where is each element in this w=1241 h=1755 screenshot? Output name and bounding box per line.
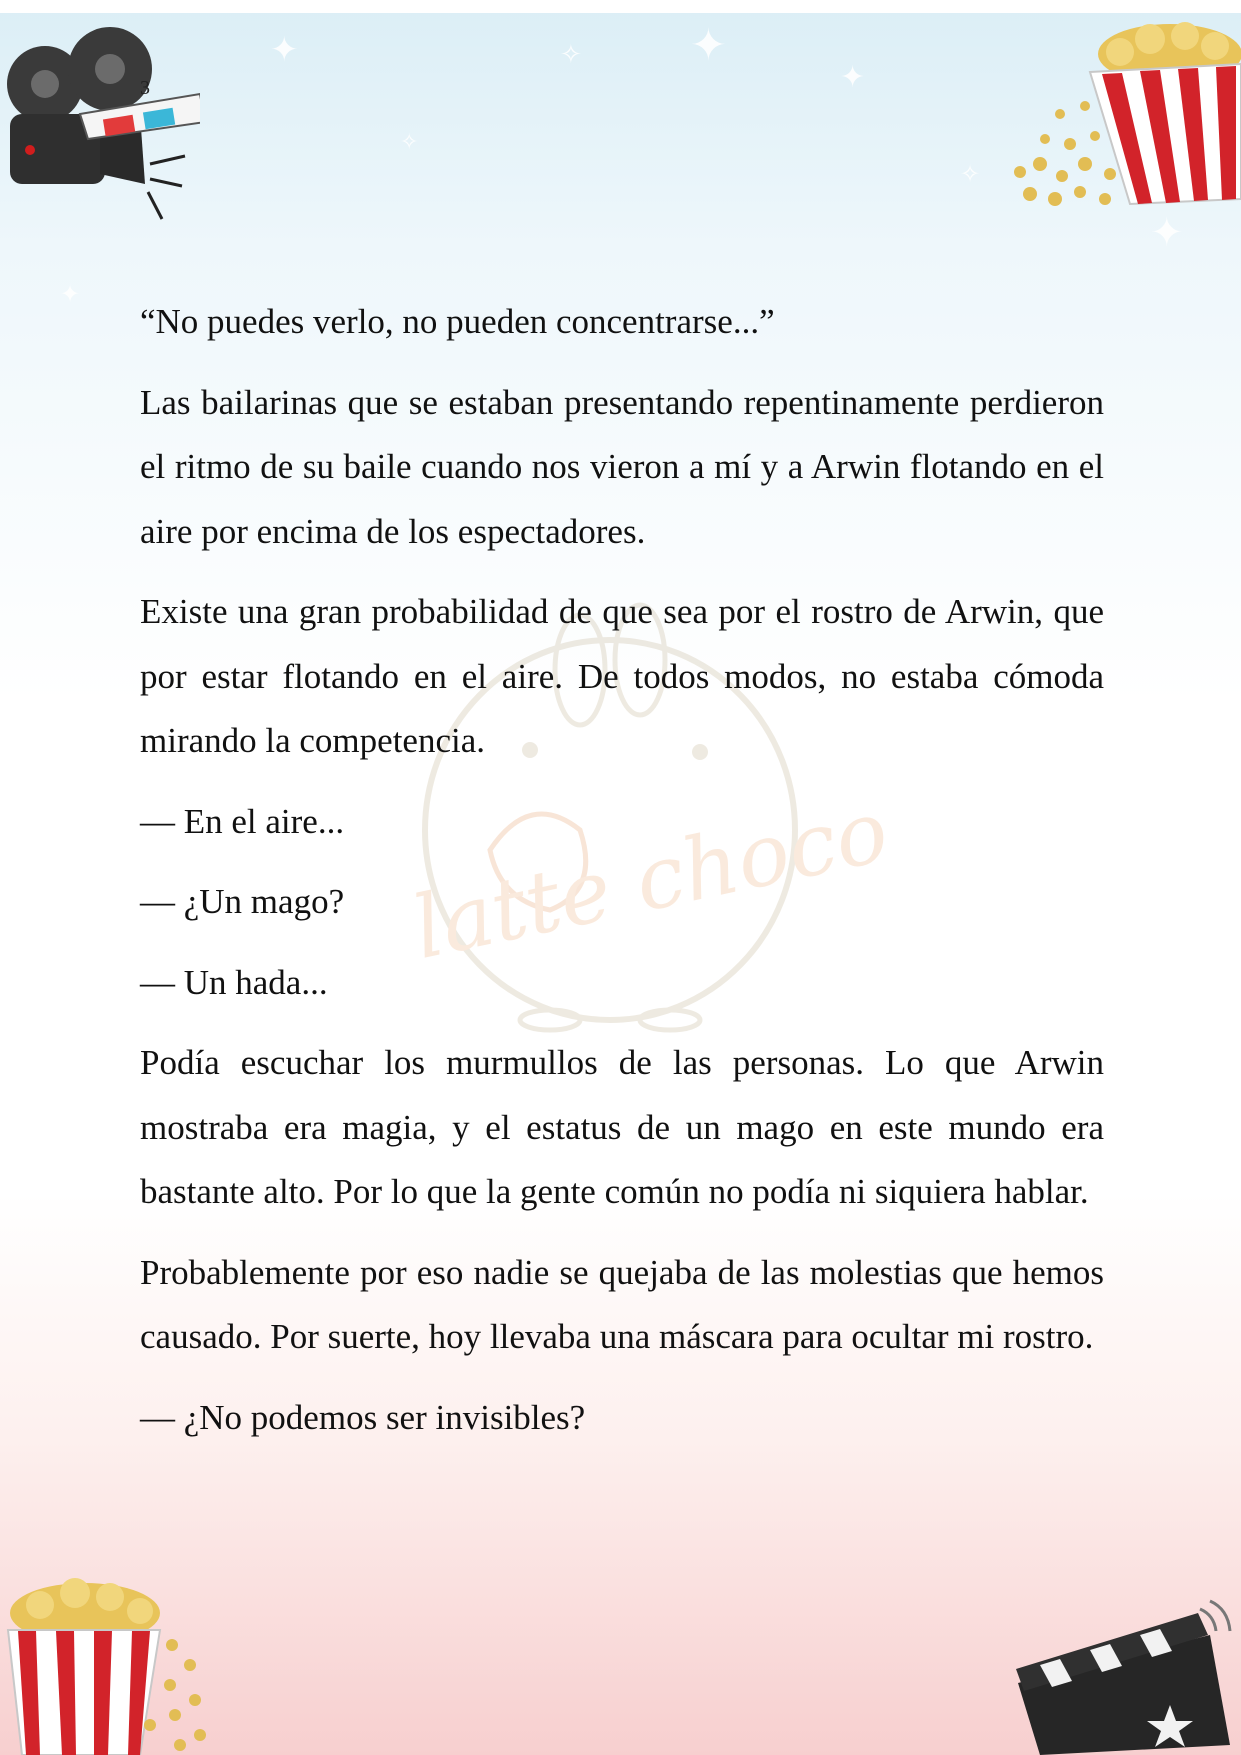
page-number: 3 <box>140 77 150 99</box>
paragraph: Las bailarinas que se estaban presentando repentinamente perdieron el ritmo de su baile cuando nos vieron a mí y a Arwin flotando en el aire por encima de los espectadores. <box>140 382 1104 551</box>
sparkle-icon: ✦ <box>270 30 299 70</box>
paragraph: Podía escuchar los murmullos de las personas. Lo que Arwin mostraba era magia, y el estatus de un mago en este mundo era bastante alto. Por lo que la gente común no podía ni siquiera hablar. <box>140 1043 1104 1211</box>
sparkle-icon: ✦ <box>60 280 81 308</box>
dialogue-line: — En el aire... <box>140 801 345 841</box>
sparkle-icon: ✦ <box>1150 210 1184 256</box>
paragraph: “No puedes verlo, no pueden concentrarse...” <box>140 302 775 341</box>
dialogue-line: — ¿No podemos ser invisibles? <box>140 1397 586 1437</box>
clapperboard-icon <box>1010 1595 1241 1755</box>
sparkle-icon: ✦ <box>690 20 727 71</box>
dialogue-line: — Un hada... <box>140 962 328 1002</box>
paragraph: Probablemente por eso nadie se quejaba de las molestias que hemos causado. Por suerte, hoy llevaba una máscara para ocultar mi rostro. <box>140 1252 1104 1356</box>
sparkle-icon: ✧ <box>960 160 981 188</box>
sparkle-icon: ✧ <box>560 40 582 70</box>
sparkle-icon: ✦ <box>840 60 866 95</box>
sparkle-icon: ✧ <box>400 130 419 155</box>
paragraph: Existe una gran probabilidad de que sea por el rostro de Arwin, que por estar flotando en el aire. De todos modos, no estaba cómoda mirando la competencia. <box>140 592 1104 760</box>
story-text <box>140 290 1104 1466</box>
watermark-text: latte choco <box>404 781 897 979</box>
dialogue-line: — ¿Un mago? <box>140 882 345 921</box>
popcorn-bucket-icon <box>1000 14 1241 214</box>
film-camera-icon <box>0 14 200 224</box>
popcorn-bucket-icon <box>0 1575 230 1755</box>
top-border <box>0 0 1241 13</box>
